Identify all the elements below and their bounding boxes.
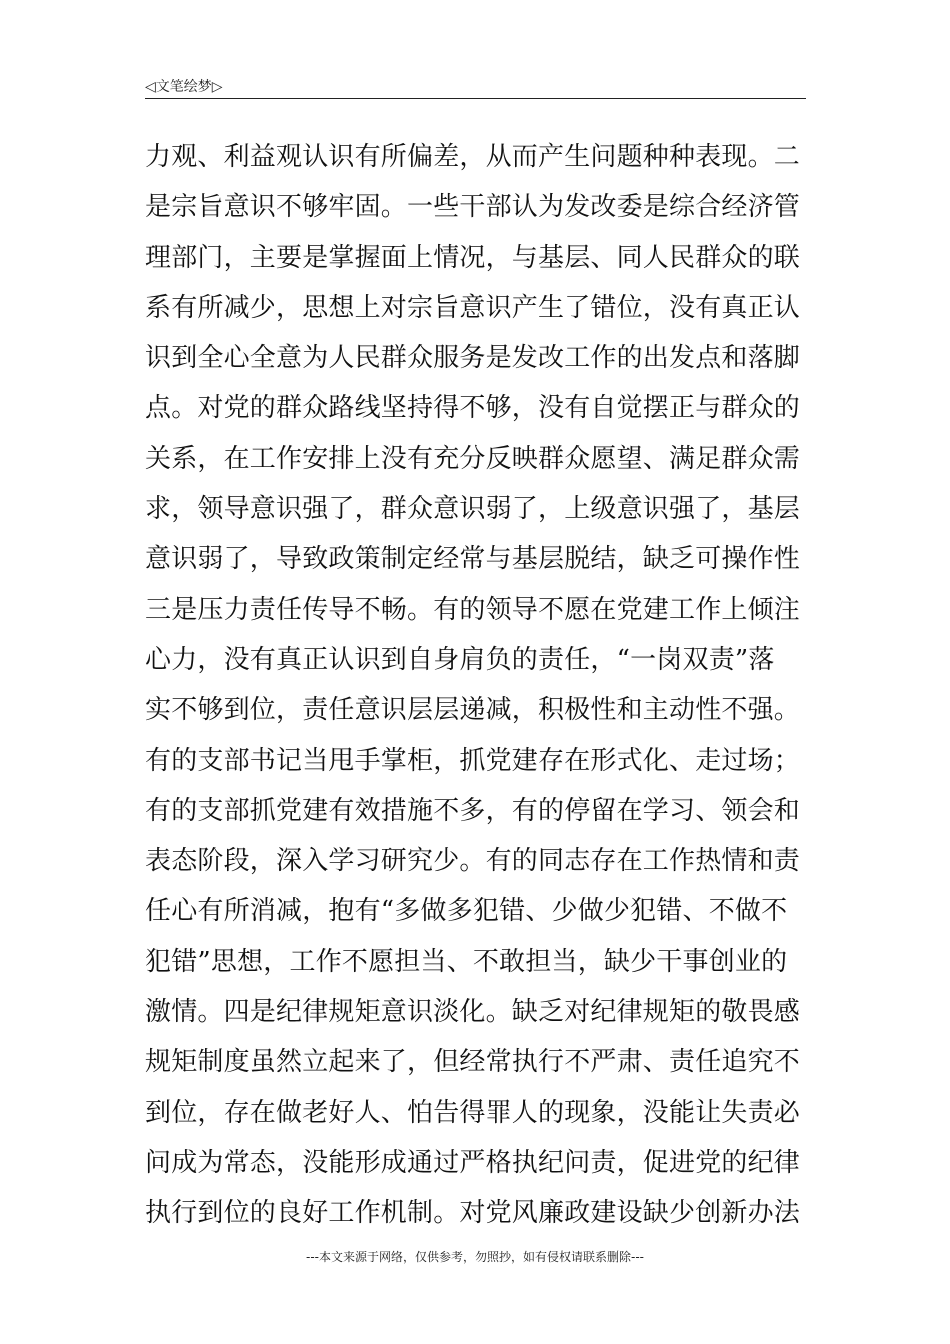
- text-line: 心力，没有真正认识到自身肩负的责任，“一岗双责”落: [145, 644, 775, 675]
- text-line: 执行到位的良好工作机制。对党风廉政建设缺少创新办法: [145, 1198, 801, 1229]
- text-line: 表态阶段，深入学习研究少。有的同志存在工作热情和责: [145, 846, 801, 877]
- text-line: 犯错”思想，工作不愿担当、不敢担当，缺少干事创业的: [145, 946, 788, 977]
- text-line: 点。对党的群众路线坚持得不够，没有自觉摆正与群众的: [145, 393, 801, 424]
- text-line: 识到全心全意为人民群众服务是发改工作的出发点和落脚: [145, 343, 801, 374]
- header-title: ◁文笔绘梦▷: [145, 79, 223, 95]
- text-line: 激情。四是纪律规矩意识淡化。缺乏对纪律规矩的敬畏感: [145, 997, 801, 1028]
- text-line: 问成为常态，没能形成通过严格执纪问责，促进党的纪律: [145, 1147, 801, 1178]
- text-line: 有的支部抓党建有效措施不多，有的停留在学习、领会和: [145, 795, 801, 826]
- page-header: [145, 74, 806, 99]
- text-line: 到位，存在做老好人、怕告得罪人的现象，没能让失责必: [145, 1097, 801, 1128]
- document-body: [145, 132, 806, 1239]
- text-line: 力观、利益观认识有所偏差，从而产生问题种种表现。二: [145, 142, 801, 172]
- text-line: 是宗旨意识不够牢固。一些干部认为发改委是综合经济管: [145, 192, 801, 223]
- text-line: 理部门，主要是掌握面上情况，与基层、同人民群众的联: [145, 242, 801, 273]
- text-line: 意识弱了，导致政策制定经常与基层脱结，缺乏可操作性: [145, 544, 801, 575]
- text-line: 三是压力责任传导不畅。有的领导不愿在党建工作上倾注: [145, 594, 801, 625]
- text-line: 规矩制度虽然立起来了，但经常执行不严肃、责任追究不: [145, 1047, 801, 1078]
- text-line: 有的支部书记当甩手掌柜，抓党建存在形式化、走过场；: [145, 745, 801, 776]
- text-line: 求，领导意识强了，群众意识弱了，上级意识强了，基层: [145, 494, 801, 525]
- text-line: 系有所减少，思想上对宗旨意识产生了错位，没有真正认: [145, 292, 801, 323]
- page-footer: ---本文来源于网络，仅供参考，勿照抄，如有侵权请联系删除---: [306, 1250, 644, 1264]
- text-line: 关系，在工作安排上没有充分反映群众愿望、满足群众需: [145, 443, 801, 474]
- text-line: 任心有所消减，抱有“多做多犯错、少做少犯错、不做不: [145, 896, 788, 927]
- text-line: 实不够到位，责任意识层层递减，积极性和主动性不强。: [145, 695, 801, 726]
